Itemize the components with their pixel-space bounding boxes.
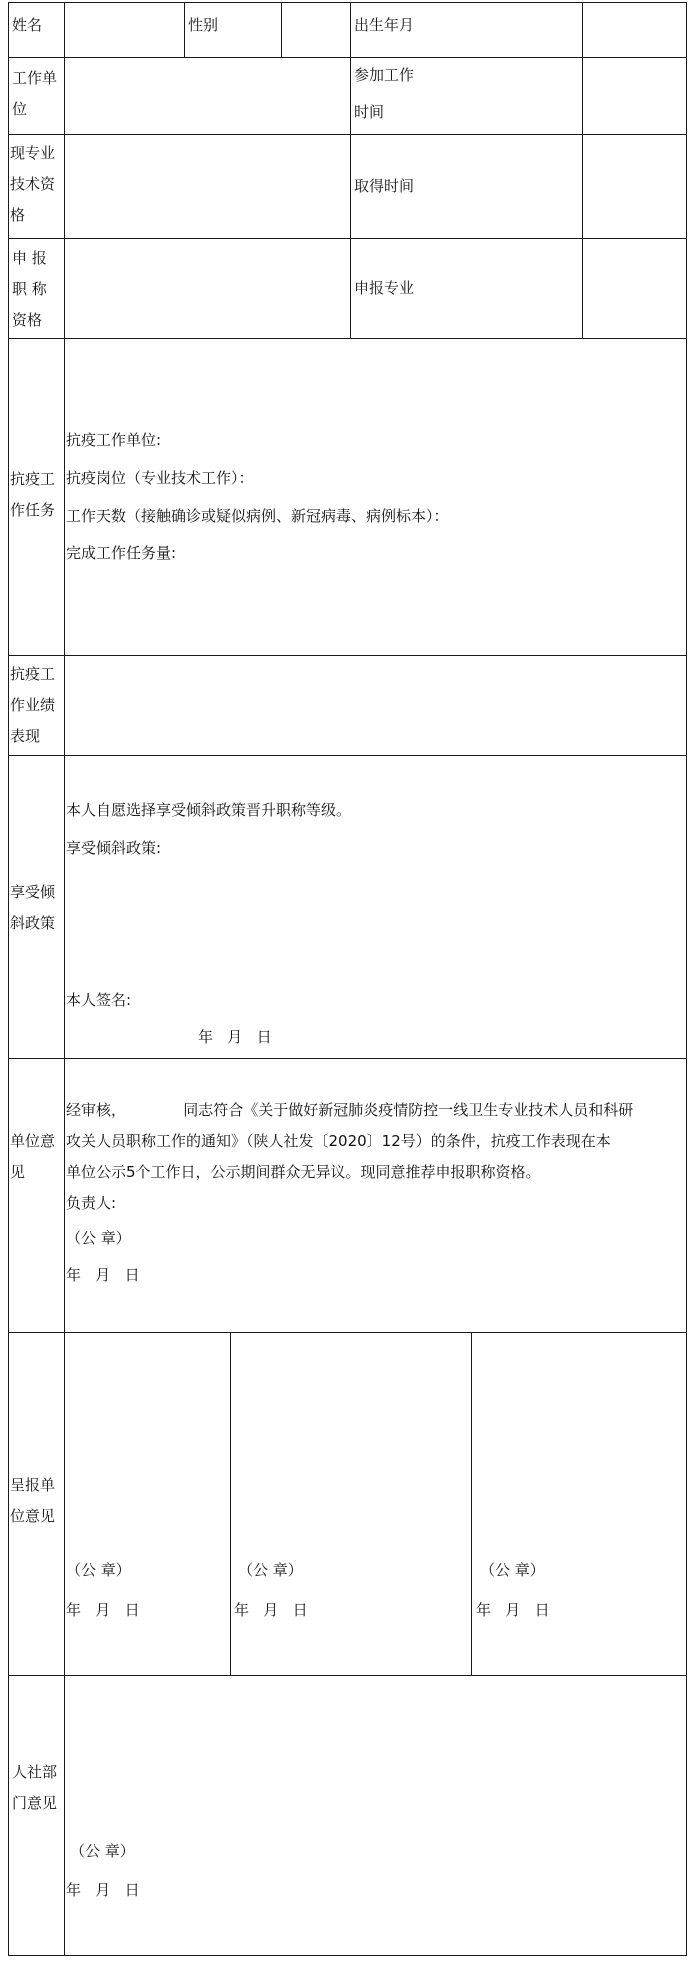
submit-date-line: 年 月 日 [234,1601,308,1619]
row-divider [8,1058,687,1059]
hrss-opinion-label: 人社部门意见 [12,1763,58,1812]
policy-date-line: 年 月 日 [198,1028,272,1046]
policy-line: 享受倾斜政策: [66,839,162,857]
unit-opinion-text: 经审核， 同志符合《关于做好新冠肺炎疫情防控一线卫生专业技术人员和科研 [66,1101,634,1119]
col-divider [184,2,185,58]
row-divider [8,755,687,756]
row-divider [8,1332,687,1333]
submit-date-line: 年 月 日 [476,1601,550,1619]
submit-seal-text: （公 章） [480,1561,545,1579]
col-divider [471,1332,472,1676]
submit-seal-text: （公 章） [238,1561,303,1579]
work-unit-label: 工作单位 [12,69,58,118]
responsible-person-line: 负责人: [66,1194,117,1212]
signature-line: 本人签名: [66,991,132,1009]
obtained-time-label: 取得时间 [354,177,415,195]
antiepidemic-unit-line: 抗疫工作单位: [66,431,162,449]
border-right [686,2,687,1956]
policy-label: 享受倾斜政策 [10,883,56,932]
work-unit-field[interactable] [65,58,350,134]
antiepidemic-post-line: 抗疫岗位（专业技术工作）： [66,469,254,487]
birth-field[interactable] [583,3,686,57]
unit-date-line: 年 月 日 [66,1266,140,1284]
border-left [8,2,9,1956]
unit-opinion-text: 单位公示5个工作日，公示期间群众无异议。现同意推荐申报职称资格。 [66,1163,541,1181]
current-qualification-label: 现专业技术资格 [10,144,56,224]
antiepidemic-performance-field[interactable] [65,656,686,755]
row-divider [8,1675,687,1676]
submit-date-line: 年 月 日 [66,1601,140,1619]
antiepidemic-performance-label: 抗疫工作业绩表现 [10,665,56,745]
apply-title-field[interactable] [65,239,350,338]
name-field[interactable] [65,3,184,57]
submit-seal-text: （公 章） [66,1561,131,1579]
unit-opinion-text: 攻关人员职称工作的通知》（陕人社发〔2020〕12号）的条件，抗疫工作表现在本 [66,1132,611,1150]
border-bottom [8,1955,687,1956]
col-divider [230,1332,231,1676]
gender-label: 性别 [188,16,219,34]
unit-seal-text: （公 章） [66,1229,131,1247]
submit-unit-opinion-label: 呈报单位意见 [10,1476,56,1525]
join-work-time-label: 参加工作 [354,66,415,84]
apply-title-label: 申 报 职 称 资格 [12,249,47,329]
row-divider [8,338,687,339]
apply-major-field[interactable] [583,239,686,338]
join-work-time-label: 时间 [354,103,385,121]
workload-line: 完成工作任务量: [66,544,177,562]
name-label: 姓名 [12,16,43,34]
workdays-line: 工作天数（接触确诊或疑似病例、新冠病毒、病例标本）： [66,507,449,525]
hrss-seal-text: （公 章） [70,1842,135,1860]
policy-statement: 本人自愿选择享受倾斜政策晋升职称等级。 [66,801,352,819]
col-divider [350,2,351,339]
obtained-time-field[interactable] [583,135,686,238]
current-qualification-field[interactable] [65,135,350,238]
unit-opinion-label: 单位意见 [10,1132,56,1181]
hrss-date-line: 年 月 日 [66,1881,140,1899]
join-work-time-field[interactable] [583,58,686,134]
antiepidemic-task-label: 抗疫工作任务 [10,470,56,519]
birth-label: 出生年月 [354,16,415,34]
apply-major-label: 申报专业 [354,279,415,297]
gender-field[interactable] [282,3,350,57]
